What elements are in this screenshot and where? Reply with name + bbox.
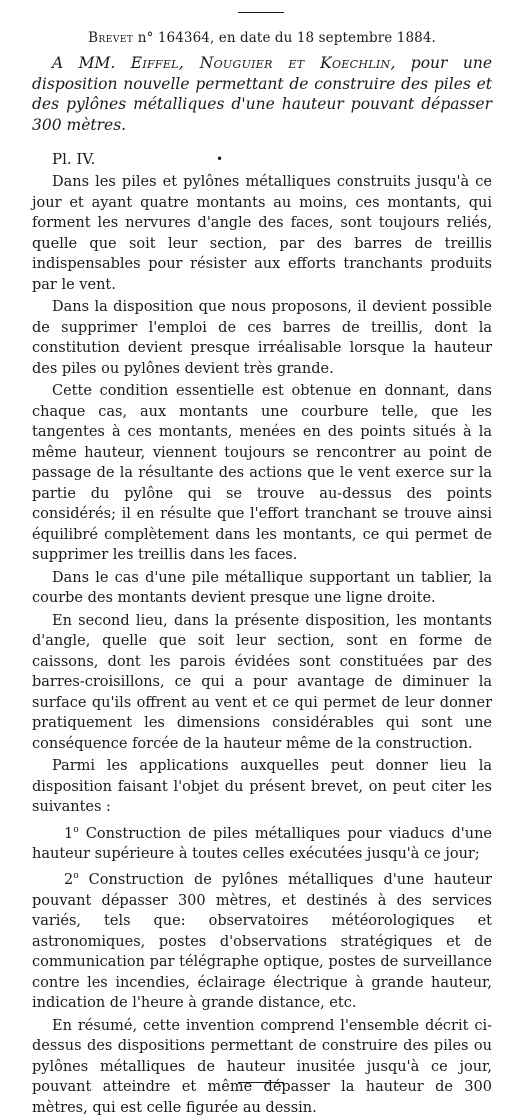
paragraph-5: En second lieu, dans la présente disposition, les montants d'angle, quelle que soit leur section, sont en forme de caissons, dont les parois évidées sont constituées par des barres-croisillons, ce qui a pour avantage de diminuer la surface qu'ils offrent au vent et ce qui permet de leur donner pratiquement les dimensions considérables qui sont une conséquence forcée de la hauteur même de la construction.: [32, 612, 492, 752]
document-page: [32, 0, 492, 1116]
brevet-header: [32, 30, 492, 46]
brevet-prefix: Brevet: [88, 30, 134, 46]
enumeration-item-1: [32, 820, 492, 865]
enumeration-item-2: [32, 866, 492, 1013]
title-rest: , pour une disposition nouvelle permettant de construire des piles et des pylônes métalliques d'une hauteur pouvant dépasser 300 mètres.: [32, 54, 492, 134]
patent-title: [32, 53, 492, 135]
paragraph-1: Dans les piles et pylônes métalliques construits jusqu'à ce jour et ayant quatre montants au moins, ces montants, qui forment les nervures d'angle des faces, sont toujours reliés, quelle que soit leur section, par des barres de treillis indispensables pour résister aux efforts tranchants produits par le vent.: [32, 174, 492, 293]
enumeration-text: Construction de piles métalliques pour viaducs d'une hauteur supérieure à toutes celles exécutées jusqu'à ce jour;: [32, 825, 492, 862]
title-lead: A MM.: [52, 54, 131, 72]
conclusion-paragraph: En résumé, cette invention comprend l'ensemble décrit ci-dessus des dispositions permettant de construire des piles ou pylônes métalliques de hauteur inusitée jusqu'à ce jour, pouvant atteindre et même dépasser la hauteur de 300 mètres, qui est celle figurée au dessin.: [32, 1017, 492, 1116]
enumeration-sup: o: [73, 824, 79, 835]
paragraph-6: Parmi les applications auxquelles peut donner lieu la disposition faisant l'objet du présent brevet, on peut citer les suivantes :: [32, 758, 492, 815]
bottom-rule: [238, 1082, 284, 1083]
print-dot: •: [216, 152, 224, 166]
paragraph-2: Dans la disposition que nous proposons, il devient possible de supprimer l'emploi de ces barres de treillis, dont la constitution devient presque irréalisable lorsque la hauteur des piles ou pylônes devient très grande.: [32, 299, 492, 377]
paragraph-4: Dans le cas d'une pile métallique supportant un tablier, la courbe des montants devient presque une ligne droite.: [32, 569, 492, 606]
document-body: [32, 172, 492, 1120]
enumeration-text: Construction de pylônes métalliques d'une hauteur pouvant dépasser 300 mètres, et destinés à des services variés, tels que: observatoires météorologiques et astronomiques, postes d'observations stratégiques et de communication par télégraphe optique, postes de surveillance contre les incendies, éclairage électrique à grande hauteur, indication de l'heure à grande distance, etc.: [32, 872, 492, 1012]
enumeration-number: 1: [64, 825, 74, 842]
title-names: Eiffel, Nouguier et Koechlin: [130, 54, 391, 72]
enumeration-sup: o: [73, 871, 79, 882]
top-rule: [238, 12, 284, 13]
paragraph-3: Cette condition essentielle est obtenue en donnant, dans chaque cas, aux montants une courbure telle, que les tangentes à ces montants, menées en des points situés à la même hauteur, viennent toujours se rencontrer au point de passage de la résultante des actions que le vent exerce sur la partie du pylône qui se trouve au-dessus des points considérés; il en résulte que l'effort tranchant se trouve ainsi équilibré complètement dans les montants, ce qui permet de supprimer les treillis dans les faces.: [32, 383, 492, 563]
brevet-number: n° 164364, en date du 18 septembre 1884.: [133, 30, 436, 46]
plate-reference: Pl. IV.: [52, 150, 96, 168]
enumeration-number: 2: [64, 872, 74, 889]
